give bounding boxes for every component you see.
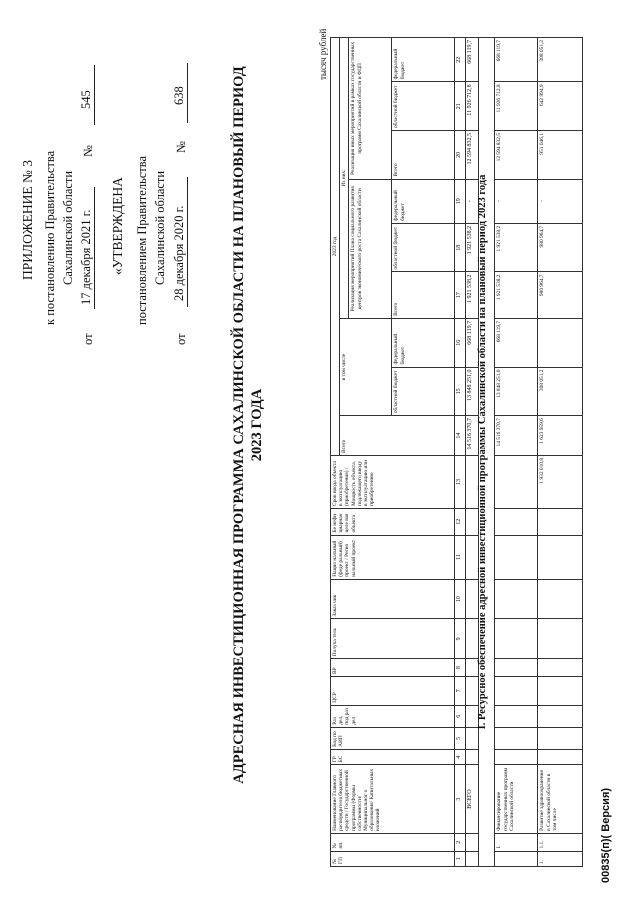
colnum: 22 [455, 38, 466, 82]
hdr-year: 2023 год [331, 38, 340, 456]
total-v21: 11 926 712,8 [466, 82, 479, 131]
document-title [230, 45, 266, 805]
colnum: 11 [455, 535, 466, 579]
colnum: 3 [455, 765, 466, 834]
colnum: 21 [455, 82, 466, 131]
colnum: 8 [455, 659, 466, 677]
total-v19: - [466, 179, 479, 223]
approved-number-underline [187, 63, 188, 123]
colnum: 10 [455, 579, 466, 619]
hdr-csr: ЦСР [331, 676, 455, 705]
hdr-regional-2: областной бюджет [392, 223, 455, 272]
header-row-1 [331, 38, 340, 867]
total-label: ВСЕГО [466, 765, 479, 834]
colnum: 19 [455, 179, 466, 223]
hdr-vr: ВР [331, 659, 455, 677]
hdr-plan2: Реализация иных мероприятий в рамках государственных программ Сахалинской области и ФЦП [349, 38, 392, 180]
total-v17: 1 921 538,2 [466, 272, 479, 318]
column-number-row [455, 38, 466, 867]
row-v20: 12 594 832,5 [495, 131, 538, 180]
approved-title: «УТВЕРЖДЕНА [110, 177, 125, 275]
row-v19: - [495, 179, 538, 223]
hdr-total: Всего [340, 416, 455, 456]
hdr-federal-2: федеральный бюджет [392, 179, 455, 223]
appendix-line2: Сахалинской области [61, 170, 75, 285]
appendix-date-underline [94, 187, 95, 309]
hdr-regional-3: областной бюджет [392, 82, 455, 131]
colnum: 17 [455, 272, 466, 318]
colnum: 12 [455, 509, 466, 536]
colnum: 4 [455, 749, 466, 764]
hdr-plan1: Реализация мероприятий Плана социального развития центров экономического роста Сахалинской области [349, 179, 392, 318]
section-title: I. Ресурсное обеспечение адресной инвестиционной программы Сахалинской области на плановый период 2023 года [479, 38, 495, 867]
total-v15: 13 848 251,0 [466, 367, 479, 416]
colnum: 5 [455, 727, 466, 749]
hdr-term: Срок ввода объекта в эксплуатацию (приобретения) / Мощность объекта, подлежащего вводу в эксплуатацию или приобретению [331, 455, 455, 508]
row-name: Развитие здравоохранения в Сахалинской области в том числе [538, 765, 583, 834]
total-v22: 668 119,7 [466, 38, 479, 82]
colnum: 13 [455, 455, 466, 508]
row-gp: 1. [538, 851, 583, 866]
row-pp: 1.1. [538, 833, 583, 851]
appendix-number: 545 [79, 90, 93, 109]
hdr-total-3: Всего [392, 131, 455, 180]
table-row [495, 38, 538, 867]
colnum: 20 [455, 131, 466, 180]
row-pp: I. [495, 833, 538, 851]
investment-table [330, 37, 583, 867]
hdr-of-which: Из них: [340, 38, 349, 319]
hdr-recipient: Получа тель [331, 619, 455, 659]
colnum: 18 [455, 223, 466, 272]
appendix-number-underline [94, 65, 95, 125]
colnum: 9 [455, 619, 466, 659]
row-v22: 668 119,7 [495, 38, 538, 82]
approved-no-label: № [174, 141, 188, 153]
hdr-incl: в том числе [340, 318, 392, 415]
units-label: тысяч рублей [318, 28, 328, 80]
hdr-name: Наименование Главного распорядителя бюджетных средств / Государственной программы (Формы собственности/ Муниципальног о образования/ Капитальных вложений [331, 765, 455, 834]
total-v20: 12 594 832,5 [466, 131, 479, 180]
approved-line1: постановлением Правительства [135, 155, 149, 325]
row-v18: 980 964,7 [538, 223, 583, 272]
hdr-total-2: Всего [392, 272, 455, 318]
row-v21: 642 994,9 [538, 82, 583, 131]
row-v19: - [538, 179, 583, 223]
colnum: 2 [455, 833, 466, 851]
appendix-title: ПРИЛОЖЕНИЕ № 3 [20, 159, 35, 280]
hdr-federal-3: федеральный бюджет [392, 38, 455, 82]
document-title-line1: АДРЕСНАЯ ИНВЕСТИЦИОННАЯ ПРОГРАММА САХАЛИНСКОЙ ОБЛАСТИ НА ПЛАНОВЫЙ ПЕРИОД [231, 66, 247, 784]
approved-number: 638 [172, 86, 186, 105]
hdr-project: Нацио нальный (феде ральный) проект / Регио нальный проект [331, 535, 455, 579]
total-v18: 1 921 538,2 [466, 223, 479, 272]
row-v17: 980 964,7 [538, 272, 583, 318]
colnum: 1 [455, 851, 466, 866]
colnum: 7 [455, 676, 466, 705]
row-v15: 308 051,2 [538, 367, 583, 416]
section-row [479, 38, 495, 867]
appendix-from: от [81, 333, 95, 345]
row-v16: 668 119,7 [495, 318, 538, 367]
row-v21: 11 926 712,8 [495, 82, 538, 131]
approved-date: 28 декабря 2020 г. [172, 205, 186, 301]
hdr-gp: № ГП [331, 851, 455, 866]
hdr-section: Раз дел, под раз дел [331, 705, 455, 727]
appendix-no-label: № [81, 145, 95, 157]
hdr-customer: Заказ чик [331, 579, 455, 619]
approved-line2: Сахалинской области [153, 170, 167, 285]
table-row [538, 38, 583, 867]
colnum: 6 [455, 705, 466, 727]
footer-version: 00835(п)( Версия) [600, 787, 612, 883]
hdr-regional-1: областной бюджет [392, 367, 455, 416]
appendix-line1: к постановлению Правительства [43, 150, 57, 325]
row-name: Финансирование государственных программ Сахалинской области [495, 765, 538, 834]
colnum: 15 [455, 367, 466, 416]
colnum: 14 [455, 416, 466, 456]
approved-from: от [174, 333, 188, 345]
total-v16: 668 119,7 [466, 318, 479, 367]
colnum: 16 [455, 318, 466, 367]
document-title-line2: 2023 ГОДА [249, 388, 265, 462]
total-v14: 14 516 370,7 [466, 416, 479, 456]
hdr-grbs: ГР БС [331, 749, 455, 764]
row-v14: 1 623 959,6 [538, 416, 583, 456]
appendix-date: 17 декабря 2021 г. [79, 209, 93, 305]
hdr-aip-code: Код по АИП [331, 727, 455, 749]
row-v15: 13 848 251,0 [495, 367, 538, 416]
row-v17: 1 921 538,2 [495, 272, 538, 318]
row-v14: 14 516 370,7 [495, 416, 538, 456]
hdr-pp: № пп. [331, 833, 455, 851]
approved-date-underline [187, 177, 188, 307]
row-v13: 1 932 010,8 [538, 455, 583, 508]
hdr-beneficiary: Бе нефи циарная целе вая объекта [331, 509, 455, 536]
row-v20: 951 046,1 [538, 131, 583, 180]
row-v18: 1 921 538,2 [495, 223, 538, 272]
row-gp [495, 851, 538, 866]
row-v22: 308 051,2 [538, 38, 583, 82]
hdr-federal-1: федеральный бюджет [392, 318, 455, 367]
